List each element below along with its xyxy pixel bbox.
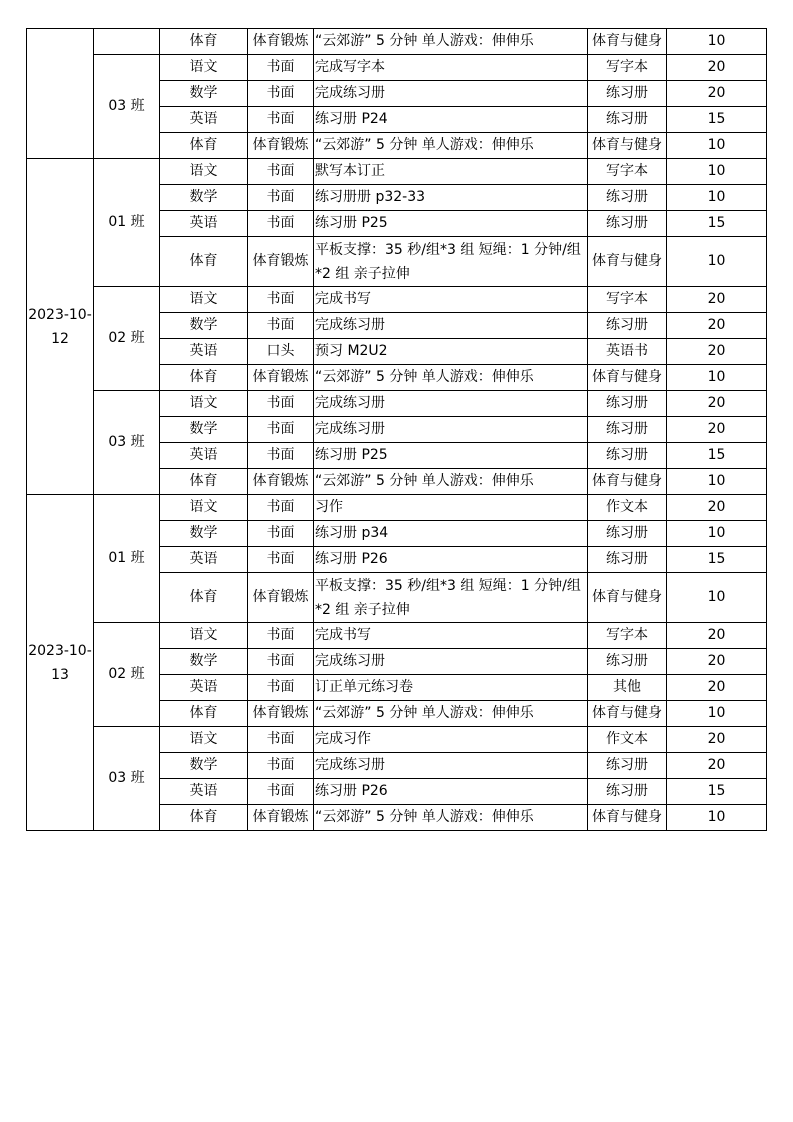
type-cell: 书面 <box>248 727 314 753</box>
content-cell: 预习 M2U2 <box>314 339 588 365</box>
minutes-cell: 20 <box>667 81 767 107</box>
type-cell: 书面 <box>248 675 314 701</box>
type-cell: 书面 <box>248 81 314 107</box>
minutes-cell: 20 <box>667 753 767 779</box>
carrier-cell: 练习册 <box>588 107 667 133</box>
content-cell: 练习册 P26 <box>314 779 588 805</box>
minutes-cell: 10 <box>667 469 767 495</box>
subject-cell: 体育 <box>160 133 248 159</box>
content-cell: 完成练习册 <box>314 649 588 675</box>
subject-cell: 数学 <box>160 313 248 339</box>
type-cell: 体育锻炼 <box>248 573 314 623</box>
carrier-cell: 英语书 <box>588 339 667 365</box>
subject-cell: 数学 <box>160 417 248 443</box>
minutes-cell: 10 <box>667 521 767 547</box>
class-cell <box>94 29 160 55</box>
subject-cell: 英语 <box>160 339 248 365</box>
minutes-cell: 15 <box>667 443 767 469</box>
carrier-cell: 练习册 <box>588 649 667 675</box>
table-row <box>27 287 767 313</box>
minutes-cell: 10 <box>667 573 767 623</box>
content-cell: 习作 <box>314 495 588 521</box>
minutes-cell: 15 <box>667 211 767 237</box>
type-cell: 书面 <box>248 753 314 779</box>
content-cell: 完成书写 <box>314 287 588 313</box>
type-cell: 书面 <box>248 211 314 237</box>
carrier-cell: 练习册 <box>588 753 667 779</box>
homework-table-body <box>27 29 767 831</box>
table-row <box>27 495 767 521</box>
subject-cell: 语文 <box>160 727 248 753</box>
carrier-cell: 写字本 <box>588 287 667 313</box>
content-cell: 平板支撑：35 秒/组*3 组 短绳：1 分钟/组*2 组 亲子拉伸 <box>314 237 588 287</box>
table-row <box>27 391 767 417</box>
minutes-cell: 20 <box>667 417 767 443</box>
carrier-cell: 体育与健身 <box>588 133 667 159</box>
minutes-cell: 20 <box>667 495 767 521</box>
carrier-cell: 作文本 <box>588 495 667 521</box>
type-cell: 书面 <box>248 185 314 211</box>
content-cell: “云郊游” 5 分钟 单人游戏：伸伸乐 <box>314 469 588 495</box>
carrier-cell: 练习册 <box>588 779 667 805</box>
table-row <box>27 623 767 649</box>
carrier-cell: 体育与健身 <box>588 573 667 623</box>
content-cell: “云郊游” 5 分钟 单人游戏：伸伸乐 <box>314 701 588 727</box>
subject-cell: 体育 <box>160 573 248 623</box>
class-cell: 03 班 <box>94 391 160 495</box>
subject-cell: 英语 <box>160 443 248 469</box>
class-cell: 03 班 <box>94 727 160 831</box>
carrier-cell: 练习册 <box>588 313 667 339</box>
type-cell: 书面 <box>248 107 314 133</box>
type-cell: 书面 <box>248 443 314 469</box>
content-cell: 练习册 p34 <box>314 521 588 547</box>
content-cell: “云郊游” 5 分钟 单人游戏：伸伸乐 <box>314 133 588 159</box>
minutes-cell: 10 <box>667 805 767 831</box>
carrier-cell: 其他 <box>588 675 667 701</box>
carrier-cell: 写字本 <box>588 623 667 649</box>
type-cell: 体育锻炼 <box>248 237 314 287</box>
content-cell: 完成练习册 <box>314 753 588 779</box>
content-cell: 默写本订正 <box>314 159 588 185</box>
date-cell <box>27 159 94 495</box>
type-cell: 书面 <box>248 623 314 649</box>
subject-cell: 语文 <box>160 55 248 81</box>
table-row <box>27 727 767 753</box>
type-cell: 口头 <box>248 339 314 365</box>
subject-cell: 语文 <box>160 495 248 521</box>
date-cell <box>27 29 94 159</box>
type-cell: 体育锻炼 <box>248 701 314 727</box>
content-cell: 完成练习册 <box>314 81 588 107</box>
subject-cell: 体育 <box>160 469 248 495</box>
table-row <box>27 55 767 81</box>
minutes-cell: 20 <box>667 727 767 753</box>
minutes-cell: 10 <box>667 365 767 391</box>
subject-cell: 数学 <box>160 185 248 211</box>
carrier-cell: 作文本 <box>588 727 667 753</box>
class-cell: 01 班 <box>94 159 160 287</box>
subject-cell: 体育 <box>160 701 248 727</box>
type-cell: 书面 <box>248 313 314 339</box>
subject-cell: 体育 <box>160 237 248 287</box>
minutes-cell: 20 <box>667 55 767 81</box>
content-cell: 完成习作 <box>314 727 588 753</box>
subject-cell: 英语 <box>160 547 248 573</box>
type-cell: 书面 <box>248 649 314 675</box>
type-cell: 体育锻炼 <box>248 133 314 159</box>
carrier-cell: 体育与健身 <box>588 237 667 287</box>
content-cell: 练习册 P24 <box>314 107 588 133</box>
minutes-cell: 10 <box>667 133 767 159</box>
carrier-cell: 体育与健身 <box>588 805 667 831</box>
type-cell: 书面 <box>248 159 314 185</box>
type-cell: 体育锻炼 <box>248 365 314 391</box>
minutes-cell: 10 <box>667 159 767 185</box>
content-cell: 平板支撑：35 秒/组*3 组 短绳：1 分钟/组*2 组 亲子拉伸 <box>314 573 588 623</box>
type-cell: 书面 <box>248 55 314 81</box>
content-cell: 练习册册 p32-33 <box>314 185 588 211</box>
minutes-cell: 10 <box>667 29 767 55</box>
type-cell: 书面 <box>248 779 314 805</box>
minutes-cell: 20 <box>667 287 767 313</box>
subject-cell: 语文 <box>160 391 248 417</box>
minutes-cell: 20 <box>667 675 767 701</box>
homework-table <box>26 28 767 831</box>
carrier-cell: 体育与健身 <box>588 29 667 55</box>
subject-cell: 数学 <box>160 649 248 675</box>
content-cell: 完成练习册 <box>314 391 588 417</box>
class-cell: 01 班 <box>94 495 160 623</box>
date-line: 13 <box>51 666 69 683</box>
content-cell: “云郊游” 5 分钟 单人游戏：伸伸乐 <box>314 29 588 55</box>
subject-cell: 语文 <box>160 159 248 185</box>
type-cell: 体育锻炼 <box>248 805 314 831</box>
carrier-cell: 练习册 <box>588 211 667 237</box>
carrier-cell: 写字本 <box>588 159 667 185</box>
type-cell: 书面 <box>248 287 314 313</box>
minutes-cell: 20 <box>667 649 767 675</box>
subject-cell: 英语 <box>160 211 248 237</box>
type-cell: 书面 <box>248 547 314 573</box>
subject-cell: 数学 <box>160 521 248 547</box>
type-cell: 书面 <box>248 391 314 417</box>
carrier-cell: 练习册 <box>588 547 667 573</box>
content-cell: 练习册 P25 <box>314 211 588 237</box>
subject-cell: 体育 <box>160 365 248 391</box>
minutes-cell: 20 <box>667 339 767 365</box>
carrier-cell: 体育与健身 <box>588 365 667 391</box>
subject-cell: 英语 <box>160 107 248 133</box>
content-cell: “云郊游” 5 分钟 单人游戏：伸伸乐 <box>314 365 588 391</box>
minutes-cell: 20 <box>667 313 767 339</box>
type-cell: 书面 <box>248 521 314 547</box>
minutes-cell: 10 <box>667 185 767 211</box>
class-cell: 02 班 <box>94 623 160 727</box>
content-cell: 完成练习册 <box>314 313 588 339</box>
table-row <box>27 29 767 55</box>
minutes-cell: 15 <box>667 547 767 573</box>
content-cell: 练习册 P26 <box>314 547 588 573</box>
carrier-cell: 体育与健身 <box>588 701 667 727</box>
date-line: 2023-10- <box>28 642 92 659</box>
carrier-cell: 练习册 <box>588 521 667 547</box>
minutes-cell: 10 <box>667 237 767 287</box>
carrier-cell: 练习册 <box>588 391 667 417</box>
subject-cell: 英语 <box>160 779 248 805</box>
carrier-cell: 练习册 <box>588 443 667 469</box>
subject-cell: 数学 <box>160 81 248 107</box>
type-cell: 体育锻炼 <box>248 469 314 495</box>
subject-cell: 语文 <box>160 623 248 649</box>
date-cell <box>27 495 94 831</box>
class-cell: 02 班 <box>94 287 160 391</box>
minutes-cell: 20 <box>667 623 767 649</box>
minutes-cell: 15 <box>667 779 767 805</box>
carrier-cell: 练习册 <box>588 417 667 443</box>
subject-cell: 语文 <box>160 287 248 313</box>
minutes-cell: 15 <box>667 107 767 133</box>
content-cell: “云郊游” 5 分钟 单人游戏：伸伸乐 <box>314 805 588 831</box>
carrier-cell: 练习册 <box>588 185 667 211</box>
content-cell: 练习册 P25 <box>314 443 588 469</box>
carrier-cell: 练习册 <box>588 81 667 107</box>
carrier-cell: 写字本 <box>588 55 667 81</box>
subject-cell: 英语 <box>160 675 248 701</box>
date-line: 12 <box>51 330 69 347</box>
minutes-cell: 10 <box>667 701 767 727</box>
carrier-cell: 体育与健身 <box>588 469 667 495</box>
table-row <box>27 159 767 185</box>
subject-cell: 数学 <box>160 753 248 779</box>
date-line: 2023-10- <box>28 306 92 323</box>
type-cell: 书面 <box>248 417 314 443</box>
content-cell: 完成练习册 <box>314 417 588 443</box>
content-cell: 完成写字本 <box>314 55 588 81</box>
subject-cell: 体育 <box>160 805 248 831</box>
minutes-cell: 20 <box>667 391 767 417</box>
content-cell: 完成书写 <box>314 623 588 649</box>
class-cell: 03 班 <box>94 55 160 159</box>
type-cell: 体育锻炼 <box>248 29 314 55</box>
type-cell: 书面 <box>248 495 314 521</box>
content-cell: 订正单元练习卷 <box>314 675 588 701</box>
subject-cell: 体育 <box>160 29 248 55</box>
